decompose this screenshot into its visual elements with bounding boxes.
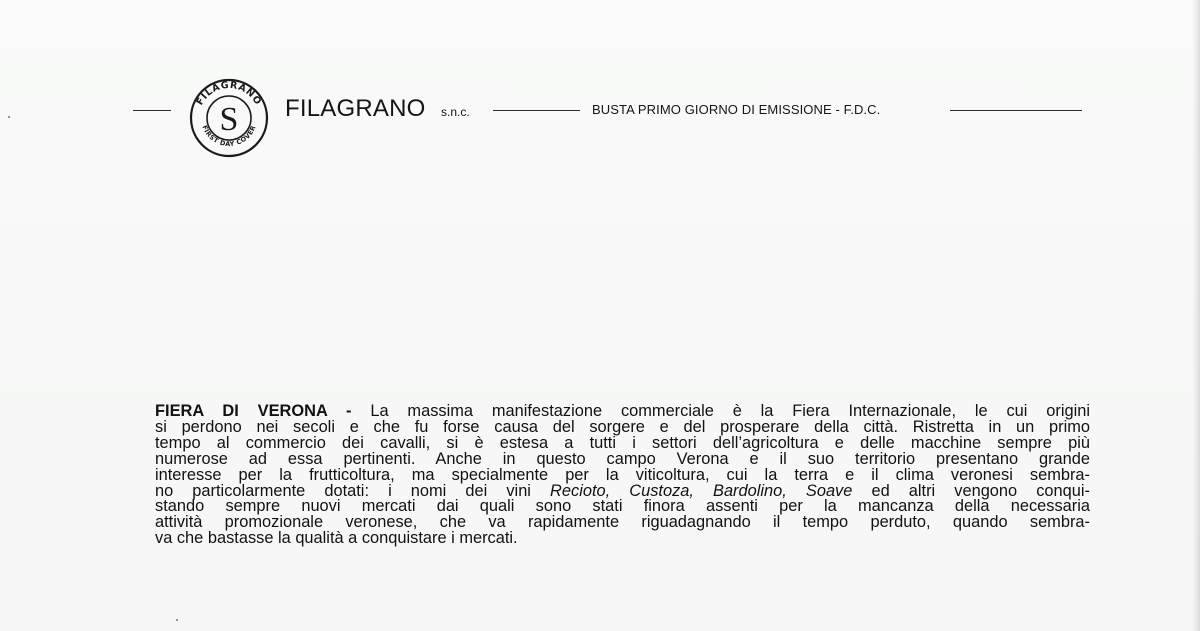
svg-text:S: S [219, 101, 239, 138]
article-line-text: ed altri vengono conqui- [871, 481, 1090, 500]
article-line: stando sempre nuovi mercati dai quali sono stati finora assenti per la mancanza della necessaria [155, 497, 1090, 516]
article-line: interesse per la frutticoltura, ma specialmente per la viticoltura, cui la terra e il clima veronesi sembra- [155, 465, 1090, 484]
brand-suffix: s.n.c. [441, 105, 470, 119]
article-line: va che bastasse la qualità a conquistare i mercati. [155, 529, 518, 548]
paper-speck [176, 619, 178, 621]
header-rule-right [950, 110, 1082, 111]
brand-name: FILAGRANO [285, 95, 426, 122]
paper-speck [8, 116, 10, 118]
article-line-text: no particolarmente dotati: i nomi dei vini [155, 481, 531, 500]
header-rule-left [133, 110, 171, 111]
article-line-text: La massima manifestazione commerciale è la Fiera Internazionale, le cui origini [370, 402, 1090, 420]
svg-text:FIRST DAY COVER: FIRST DAY COVER [200, 124, 258, 149]
cover-title: BUSTA PRIMO GIORNO DI EMISSIONE - F.D.C. [592, 102, 881, 117]
article-text [155, 404, 1090, 547]
article-line: tempo al commercio dei cavalli, si è estesa a tutti i settori dell’agricoltura e delle macchine sempre più [155, 433, 1090, 452]
article-line: numerose ad essa pertinenti. Anche in questo campo Verona e il suo territorio presentano grande [155, 449, 1090, 468]
svg-text:FILAGRANO: FILAGRANO [194, 79, 264, 108]
article-line: attività promozionale veronese, che va rapidamente riguadagnando il tempo perduto, quando sembra- [155, 513, 1090, 532]
article-line: si perdono nei secoli e che fu forse causa del sorgere e del prosperare della città. Ristretta in un primo [155, 417, 1090, 436]
article-headline: FIERA DI VERONA - [155, 402, 352, 420]
header-rule-middle [493, 110, 580, 111]
filagrano-seal-logo [186, 75, 272, 161]
envelope-edge-shadow [1192, 0, 1200, 631]
wine-names: Recioto, Custoza, Bardolino, Soave [550, 481, 853, 500]
